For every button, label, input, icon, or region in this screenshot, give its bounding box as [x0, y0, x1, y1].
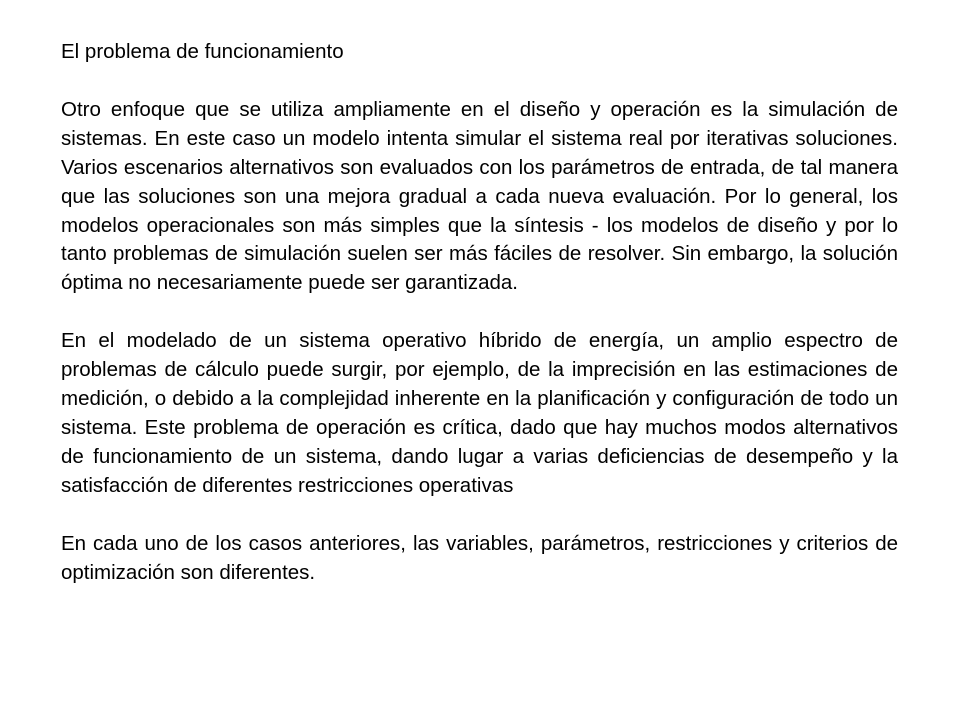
- slide-title: El problema de funcionamiento: [61, 40, 344, 63]
- slide-content: [61, 38, 898, 588]
- paragraph-conclusion: En cada uno de los casos anteriores, las variables, parámetros, restricciones y criterios de optimización son diferentes.: [61, 531, 898, 584]
- paragraph-simulation: Otro enfoque que se utiliza ampliamente en el diseño y operación es la simulación de sistemas. En este caso un modelo intenta simular el sistema real por iterativas soluciones. Varios escenarios alternativos son evaluados con los parámetros de entrada, de tal manera que las soluciones son una mejora gradual a cada nueva evaluación. Por lo general, los modelos operacionales son más simples que la síntesis - los modelos de diseño y por lo tanto problemas de simulación suelen ser más fáciles de resolver. Sin embargo, la solución óptima no necesariamente puede ser garantizada.: [61, 97, 898, 295]
- paragraph-hybrid-energy: En el modelado de un sistema operativo híbrido de energía, un amplio espectro de problemas de cálculo puede surgir, por ejemplo, de la imprecisión en las estimaciones de medición, o debido a la complejidad inherente en la planificación y configuración de todo un sistema. Este problema de operación es crítica, dado que hay muchos modos alternativos de funcionamiento de un sistema, dando lugar a varias deficiencias de desempeño y la satisfacción de diferentes restricciones operativas: [61, 329, 898, 497]
